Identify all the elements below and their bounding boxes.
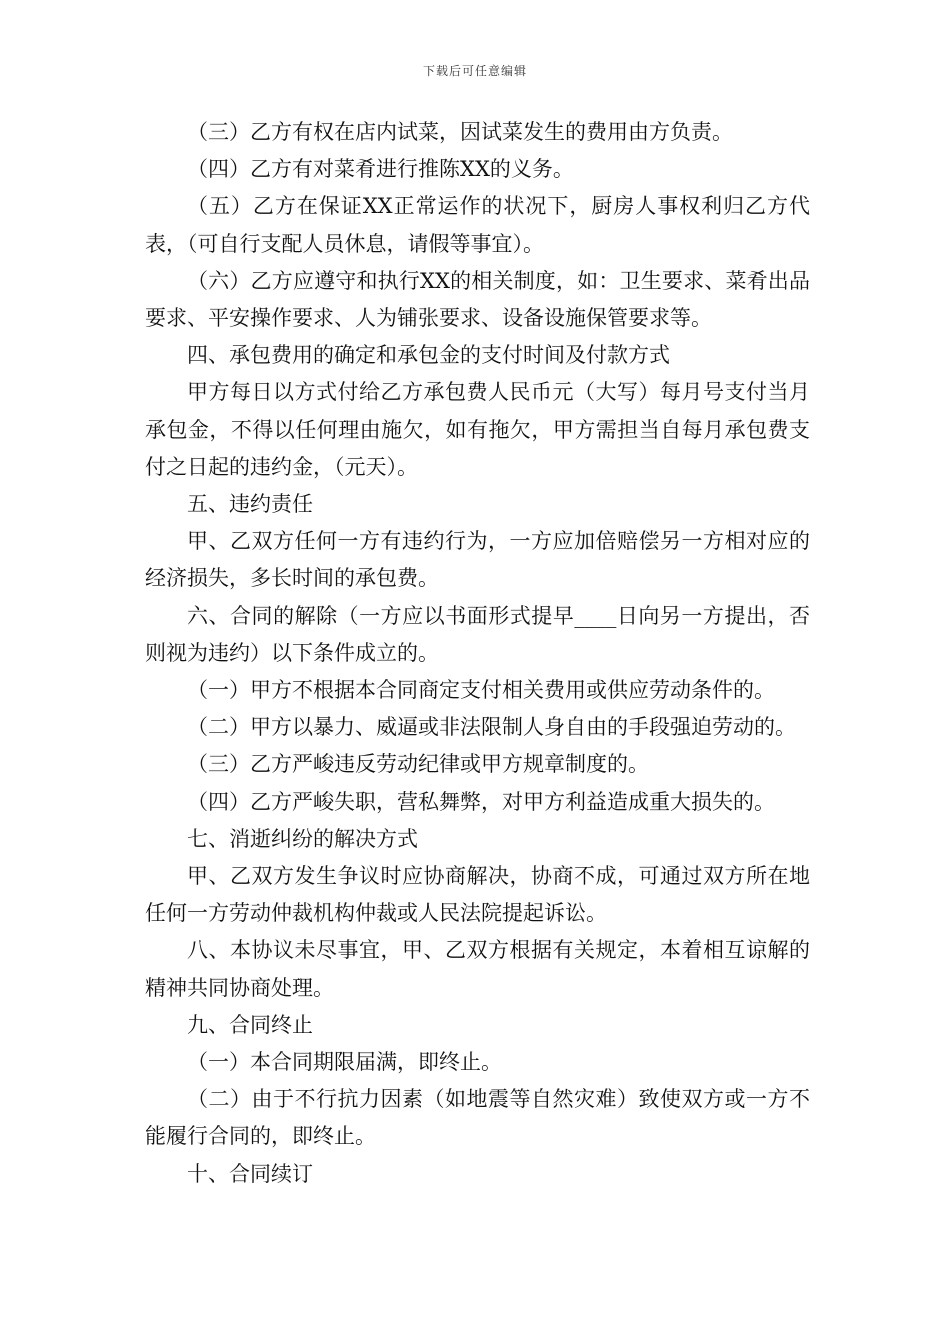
section-heading: 八、本协议未尽事宜，甲、乙双方根据有关规定，本着相互谅解的精神共同协商处理。 <box>145 938 810 1000</box>
page-header: 下载后可任意编辑 <box>422 64 527 78</box>
paragraph: （二）由于不行抗力因素（如地震等自然灾难）致使双方或一方不能履行合同的，即终止。 <box>145 1087 810 1149</box>
paragraph: （四）乙方有对菜肴进行推陈XX的义务。 <box>187 157 574 182</box>
paragraph: （三）乙方有权在店内试菜，因试菜发生的费用由方负责。 <box>187 120 733 144</box>
paragraph: （五）乙方在保证XX正常运作的状况下，厨房人事权利归乙方代表，（可自行支配人员休息，请假等事宜）。 <box>145 194 810 256</box>
paragraph: （二）甲方以暴力、威逼或非法限制人身自由的手段强迫劳动的。 <box>187 715 796 740</box>
paragraph: 甲、乙双方发生争议时应协商解决，协商不成，可通过双方所在地任何一方劳动仲裁机构仲裁或人民法院提起诉讼。 <box>145 864 810 926</box>
section-heading: 五、违约责任 <box>187 492 313 517</box>
section-heading: 七、消逝纠纷的解决方式 <box>187 826 418 851</box>
paragraph: （一）甲方不根据本合同商定支付相关费用或供应劳动条件的。 <box>187 678 775 703</box>
section-heading: 四、承包费用的确定和承包金的支付时间及付款方式 <box>187 343 670 368</box>
paragraph: （一）本合同期限届满，即终止。 <box>187 1050 502 1075</box>
paragraph: （四）乙方严峻失职，营私舞弊，对甲方利益造成重大损失的。 <box>187 789 775 814</box>
document-body <box>145 114 810 1193</box>
paragraph: 甲方每日以方式付给乙方承包费人民币元（大写）每月号支付当月承包金，不得以任何理由施欠，如有拖欠，甲方需担当自每月承包费支付之日起的违约金，（元天）。 <box>145 380 810 479</box>
section-heading: 十、合同续订 <box>187 1161 313 1186</box>
section-heading: 六、合同的解除（一方应以书面形式提早____日向另一方提出，否则视为违约）以下条件成立的。 <box>145 603 810 665</box>
paragraph: 甲、乙双方任何一方有违约行为，一方应加倍赔偿另一方相对应的经济损失，多长时间的承包费。 <box>145 529 810 591</box>
paragraph: （六）乙方应遵守和执行XX的相关制度，如：卫生要求、菜肴出品要求、平安操作要求、人为铺张要求、设备设施保管要求等。 <box>145 268 810 331</box>
paragraph: （三）乙方严峻违反劳动纪律或甲方规章制度的。 <box>187 752 649 777</box>
section-heading: 九、合同终止 <box>187 1012 313 1037</box>
